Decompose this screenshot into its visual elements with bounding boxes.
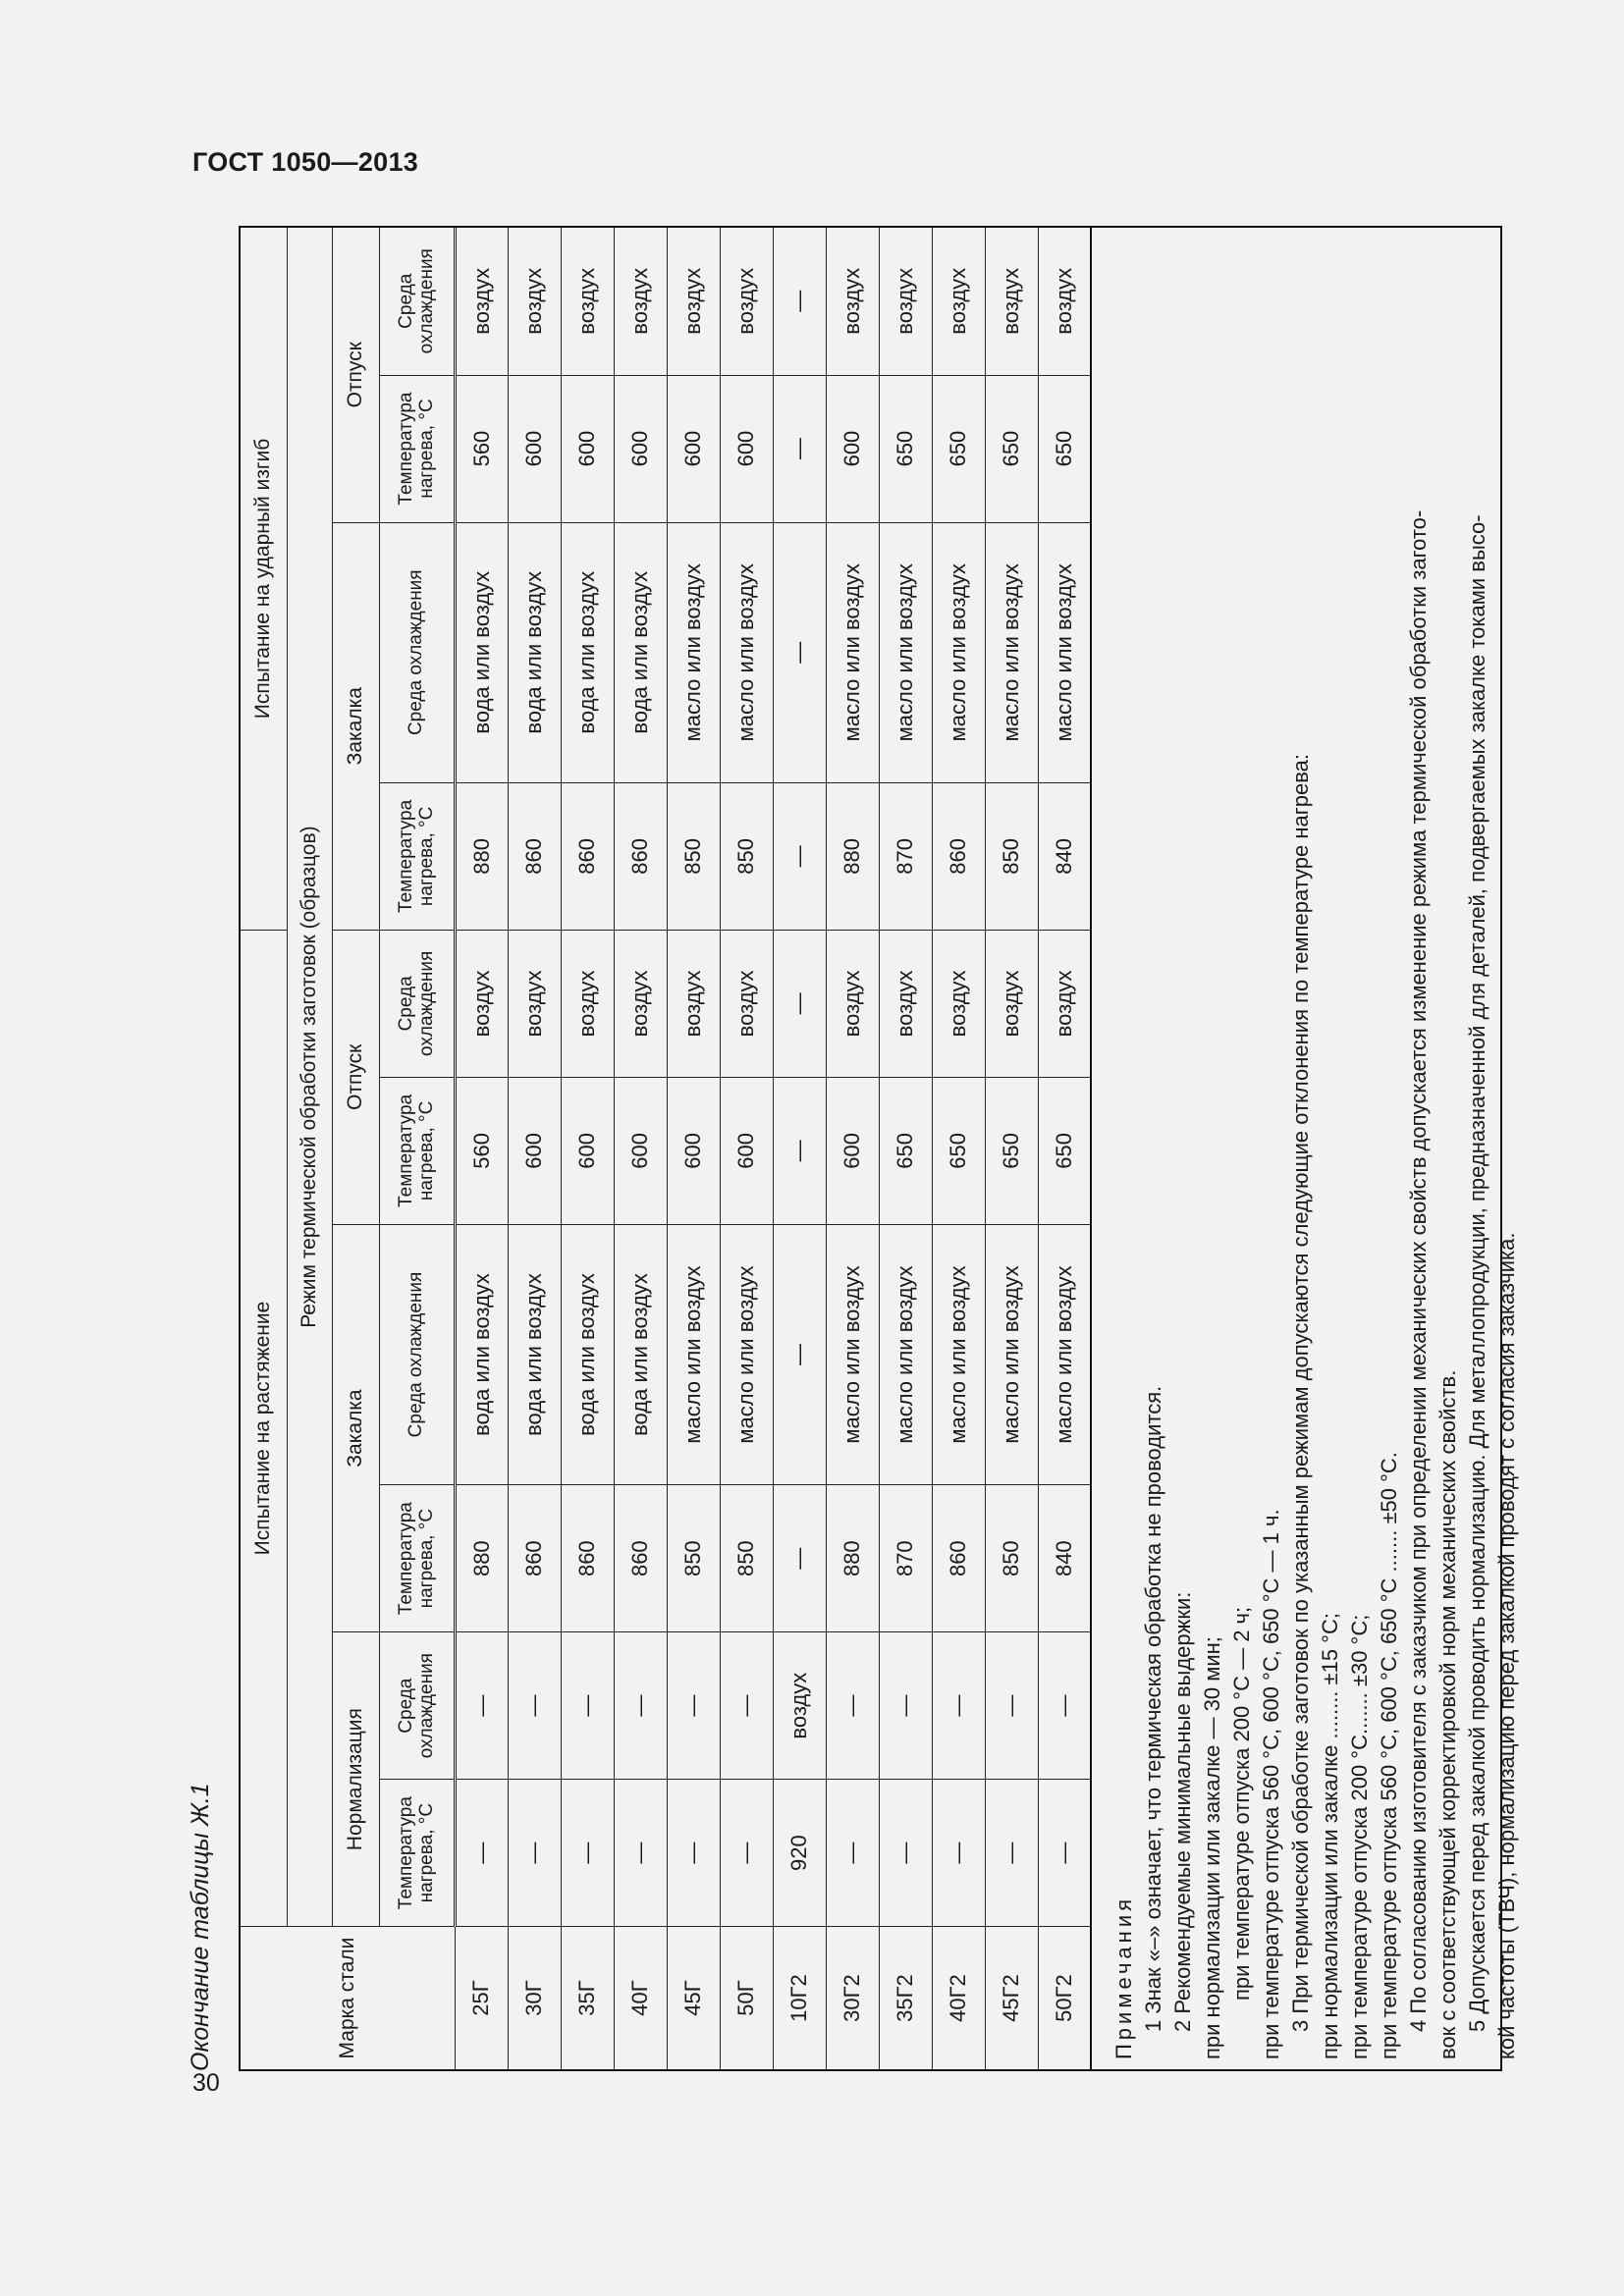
- cell-t1-medium: воздух: [667, 930, 720, 1077]
- cell-q2-medium: масло или воздух: [985, 522, 1038, 782]
- cell-q2-temp: 850: [985, 782, 1038, 930]
- cell-q2-temp: 850: [720, 782, 773, 930]
- note-1: 1 Знак «–» означает, что термическая обработка не проводится.: [1141, 1385, 1165, 2032]
- cell-t1-medium: воздух: [455, 930, 508, 1077]
- header-tensile-test: Испытание на растяжение: [241, 930, 287, 1926]
- cell-grade: 25Г: [455, 1927, 508, 2069]
- cell-t2-medium: воздух: [879, 228, 932, 375]
- header-normalization: Нормализация: [332, 1632, 379, 1927]
- cell-q1-medium: масло или воздух: [667, 1224, 720, 1484]
- note-3-line-a: при нормализации или закалке ........ ±15 °С;: [1318, 1613, 1342, 2059]
- note-4-continued: вок с соответствующей корректировкой норм механических свойств.: [1435, 1369, 1460, 2059]
- cell-grade: 30Г: [508, 1927, 561, 2069]
- table-row: [932, 228, 985, 2069]
- cell-t2-medium: воздух: [1038, 228, 1091, 375]
- cell-q1-medium: —: [773, 1224, 826, 1484]
- document-header: ГОСТ 1050—2013: [192, 147, 419, 177]
- cell-q1-medium: вода или воздух: [561, 1224, 614, 1484]
- header-tempering-tensile: Отпуск: [332, 930, 379, 1224]
- cell-norm-temp: 920: [773, 1780, 826, 1927]
- cell-t1-temp: 600: [720, 1077, 773, 1224]
- rotated-table-page: [187, 226, 1519, 2071]
- cell-t1-medium: воздух: [561, 930, 614, 1077]
- cell-t1-temp: —: [773, 1077, 826, 1224]
- cell-q2-medium: масло или воздух: [879, 522, 932, 782]
- cell-q2-medium: вода или воздух: [614, 522, 667, 782]
- cell-grade: 45Г: [667, 1927, 720, 2069]
- cell-t1-medium: воздух: [932, 930, 985, 1077]
- header-impact-test: Испытание на ударный изгиб: [241, 228, 287, 930]
- cell-norm-medium: —: [561, 1632, 614, 1780]
- header-tempering-impact: Отпуск: [332, 228, 379, 522]
- cell-q1-medium: масло или воздух: [985, 1224, 1038, 1484]
- cell-t2-medium: воздух: [614, 228, 667, 375]
- cell-norm-medium: —: [826, 1632, 879, 1780]
- cell-norm-medium: —: [508, 1632, 561, 1780]
- table-row: [985, 228, 1038, 2069]
- header-t2-medium: Среда охлаждения: [379, 228, 455, 375]
- note-3: 3 При термической обработке заготовок по указанным режимам допускаются следующие отклонения по температуре нагрева:: [1288, 753, 1313, 2032]
- cell-norm-temp: —: [932, 1780, 985, 1927]
- note-3-line-c: при температуре отпуска 560 °С, 600 °С, 650 °С ....... ±50 °С.: [1377, 1452, 1401, 2059]
- cell-t1-temp: 600: [508, 1077, 561, 1224]
- cell-grade: 50Г: [720, 1927, 773, 2069]
- notes-title: Примечания: [1111, 1895, 1136, 2059]
- cell-q2-medium: масло или воздух: [667, 522, 720, 782]
- table-caption: Окончание таблицы Ж.1: [187, 1783, 214, 2071]
- cell-q1-temp: —: [773, 1485, 826, 1632]
- header-t1-temp: Температура нагрева, °С: [379, 1077, 455, 1224]
- note-5-continued: кой частоты (ТВЧ), нормализацию перед закалкой проводят с согласия заказчика.: [1494, 1232, 1519, 2059]
- note-2-line-b: при температуре отпуска 200 °С — 2 ч;: [1229, 1606, 1254, 2001]
- cell-q1-temp: 860: [614, 1485, 667, 1632]
- note-5: 5 Допускается перед закалкой проводить нормализацию. Для металлопродукции, предназначенной для деталей, подвергаемых закалке токами высо-: [1465, 514, 1489, 2032]
- cell-grade: 30Г2: [826, 1927, 879, 2069]
- header-q2-medium: Среда охлаждения: [379, 522, 455, 782]
- cell-t2-temp: 600: [826, 375, 879, 522]
- cell-t1-medium: воздух: [1038, 930, 1091, 1077]
- table-row: [773, 228, 826, 2069]
- cell-q2-temp: 870: [879, 782, 932, 930]
- cell-norm-temp: —: [985, 1780, 1038, 1927]
- cell-norm-temp: —: [614, 1780, 667, 1927]
- table-row: [879, 228, 932, 2069]
- note-2-line-c: при температуре отпуска 560 °С, 600 °С, 650 °С — 1 ч.: [1259, 1509, 1283, 2059]
- cell-q2-medium: масло или воздух: [826, 522, 879, 782]
- cell-q1-medium: вода или воздух: [508, 1224, 561, 1484]
- cell-q1-medium: масло или воздух: [1038, 1224, 1091, 1484]
- table-row: [561, 228, 614, 2069]
- table-row: [614, 228, 667, 2069]
- table-row: [826, 228, 879, 2069]
- cell-q2-medium: —: [773, 522, 826, 782]
- table-row: [1038, 228, 1091, 2069]
- cell-t2-medium: воздух: [508, 228, 561, 375]
- cell-q1-temp: 860: [561, 1485, 614, 1632]
- table-row: [508, 228, 561, 2069]
- cell-q1-medium: масло или воздух: [826, 1224, 879, 1484]
- cell-t2-medium: воздух: [932, 228, 985, 375]
- cell-t1-temp: 650: [932, 1077, 985, 1224]
- cell-t2-temp: —: [773, 375, 826, 522]
- cell-t1-temp: 600: [826, 1077, 879, 1224]
- cell-q1-temp: 880: [826, 1485, 879, 1632]
- cell-grade: 10Г2: [773, 1927, 826, 2069]
- cell-q1-medium: вода или воздух: [455, 1224, 508, 1484]
- cell-q1-temp: 860: [932, 1485, 985, 1632]
- cell-t1-medium: воздух: [508, 930, 561, 1077]
- cell-t1-temp: 600: [667, 1077, 720, 1224]
- header-regime: Режим термической обработки заготовок (образцов): [287, 228, 332, 1927]
- cell-t1-temp: 600: [561, 1077, 614, 1224]
- cell-norm-medium: —: [932, 1632, 985, 1780]
- cell-q1-temp: 850: [667, 1485, 720, 1632]
- cell-q2-medium: вода или воздух: [508, 522, 561, 782]
- cell-t2-temp: 600: [561, 375, 614, 522]
- cell-norm-temp: —: [561, 1780, 614, 1927]
- header-q1-temp: Температура нагрева, °С: [379, 1485, 455, 1632]
- cell-t1-medium: воздух: [614, 930, 667, 1077]
- cell-norm-temp: —: [1038, 1780, 1091, 1927]
- header-t1-medium: Среда охлаждения: [379, 930, 455, 1077]
- cell-t1-temp: 650: [879, 1077, 932, 1224]
- cell-t2-temp: 650: [879, 375, 932, 522]
- cell-t1-medium: воздух: [720, 930, 773, 1077]
- cell-t1-medium: воздух: [985, 930, 1038, 1077]
- cell-grade: 40Г: [614, 1927, 667, 2069]
- cell-q2-temp: 860: [614, 782, 667, 930]
- cell-q1-temp: 870: [879, 1485, 932, 1632]
- cell-q1-temp: 880: [455, 1485, 508, 1632]
- cell-q2-medium: масло или воздух: [932, 522, 985, 782]
- cell-t2-temp: 650: [985, 375, 1038, 522]
- cell-q1-temp: 850: [720, 1485, 773, 1632]
- table-frame: [239, 226, 1519, 2071]
- cell-norm-temp: —: [455, 1780, 508, 1927]
- cell-q2-temp: 850: [667, 782, 720, 930]
- cell-t2-medium: воздух: [455, 228, 508, 375]
- header-t2-temp: Температура нагрева, °С: [379, 375, 455, 522]
- cell-t2-temp: 600: [667, 375, 720, 522]
- header-quenching-impact: Закалка: [332, 522, 379, 930]
- cell-norm-temp: —: [508, 1780, 561, 1927]
- cell-q2-temp: 840: [1038, 782, 1091, 930]
- cell-norm-medium: —: [455, 1632, 508, 1780]
- note-3-line-b: при температуре отпуска 200 °С....... ±30 °С;: [1347, 1614, 1372, 2059]
- cell-norm-temp: —: [826, 1780, 879, 1927]
- cell-q2-medium: вода или воздух: [561, 522, 614, 782]
- cell-t1-medium: воздух: [879, 930, 932, 1077]
- cell-t1-temp: 650: [1038, 1077, 1091, 1224]
- cell-q1-medium: масло или воздух: [932, 1224, 985, 1484]
- cell-q1-medium: вода или воздух: [614, 1224, 667, 1484]
- cell-t1-temp: 560: [455, 1077, 508, 1224]
- header-norm-medium: Среда охлаждения: [379, 1632, 455, 1780]
- cell-q1-medium: масло или воздух: [879, 1224, 932, 1484]
- header-grade: Марка стали: [241, 1927, 455, 2069]
- cell-t2-temp: 650: [1038, 375, 1091, 522]
- cell-norm-temp: —: [720, 1780, 773, 1927]
- cell-q1-medium: масло или воздух: [720, 1224, 773, 1484]
- cell-q2-medium: масло или воздух: [1038, 522, 1091, 782]
- notes-section: [1092, 228, 1522, 2069]
- cell-t1-medium: воздух: [826, 930, 879, 1077]
- cell-t1-medium: —: [773, 930, 826, 1077]
- header-q1-medium: Среда охлаждения: [379, 1224, 455, 1484]
- cell-q2-medium: масло или воздух: [720, 522, 773, 782]
- heat-treatment-table: [241, 228, 1092, 2069]
- cell-grade: 40Г2: [932, 1927, 985, 2069]
- header-norm-temp: Температура нагрева, °С: [379, 1780, 455, 1927]
- cell-norm-medium: —: [667, 1632, 720, 1780]
- header-q2-temp: Температура нагрева, °С: [379, 782, 455, 930]
- cell-t2-medium: воздух: [985, 228, 1038, 375]
- cell-q2-temp: 880: [455, 782, 508, 930]
- cell-q1-temp: 860: [508, 1485, 561, 1632]
- cell-norm-temp: —: [879, 1780, 932, 1927]
- cell-q2-temp: 880: [826, 782, 879, 930]
- table-row: [720, 228, 773, 2069]
- note-2: 2 Рекомендуемые минимальные выдержки:: [1170, 1591, 1195, 2032]
- cell-t2-medium: воздух: [667, 228, 720, 375]
- cell-q1-temp: 850: [985, 1485, 1038, 1632]
- cell-t2-temp: 650: [932, 375, 985, 522]
- cell-q2-medium: вода или воздух: [455, 522, 508, 782]
- cell-grade: 45Г2: [985, 1927, 1038, 2069]
- table-row: [667, 228, 720, 2069]
- cell-t2-medium: воздух: [826, 228, 879, 375]
- cell-t2-medium: —: [773, 228, 826, 375]
- cell-q2-temp: 860: [508, 782, 561, 930]
- cell-norm-medium: —: [614, 1632, 667, 1780]
- cell-q1-temp: 840: [1038, 1485, 1091, 1632]
- cell-t1-temp: 600: [614, 1077, 667, 1224]
- cell-t1-temp: 650: [985, 1077, 1038, 1224]
- note-4: 4 По согласованию изготовителя с заказчиком при определении механических свойств допускается изменение режима термической обработки загото-: [1406, 509, 1431, 2032]
- cell-grade: 35Г: [561, 1927, 614, 2069]
- cell-norm-medium: —: [720, 1632, 773, 1780]
- page-number: 30: [192, 2069, 220, 2097]
- cell-t2-temp: 600: [614, 375, 667, 522]
- cell-norm-medium: воздух: [773, 1632, 826, 1780]
- cell-grade: 35Г2: [879, 1927, 932, 2069]
- cell-norm-temp: —: [667, 1780, 720, 1927]
- note-2-line-a: при нормализации или закалке — 30 мин;: [1200, 1636, 1224, 2059]
- table-row: [455, 228, 508, 2069]
- cell-t2-medium: воздух: [720, 228, 773, 375]
- cell-norm-medium: —: [985, 1632, 1038, 1780]
- cell-norm-medium: —: [879, 1632, 932, 1780]
- cell-grade: 50Г2: [1038, 1927, 1091, 2069]
- cell-q2-temp: 860: [561, 782, 614, 930]
- cell-q2-temp: —: [773, 782, 826, 930]
- cell-t2-temp: 600: [508, 375, 561, 522]
- cell-t2-medium: воздух: [561, 228, 614, 375]
- cell-norm-medium: —: [1038, 1632, 1091, 1780]
- header-quenching-tensile: Закалка: [332, 1224, 379, 1631]
- cell-t2-temp: 600: [720, 375, 773, 522]
- cell-t2-temp: 560: [455, 375, 508, 522]
- cell-q2-temp: 860: [932, 782, 985, 930]
